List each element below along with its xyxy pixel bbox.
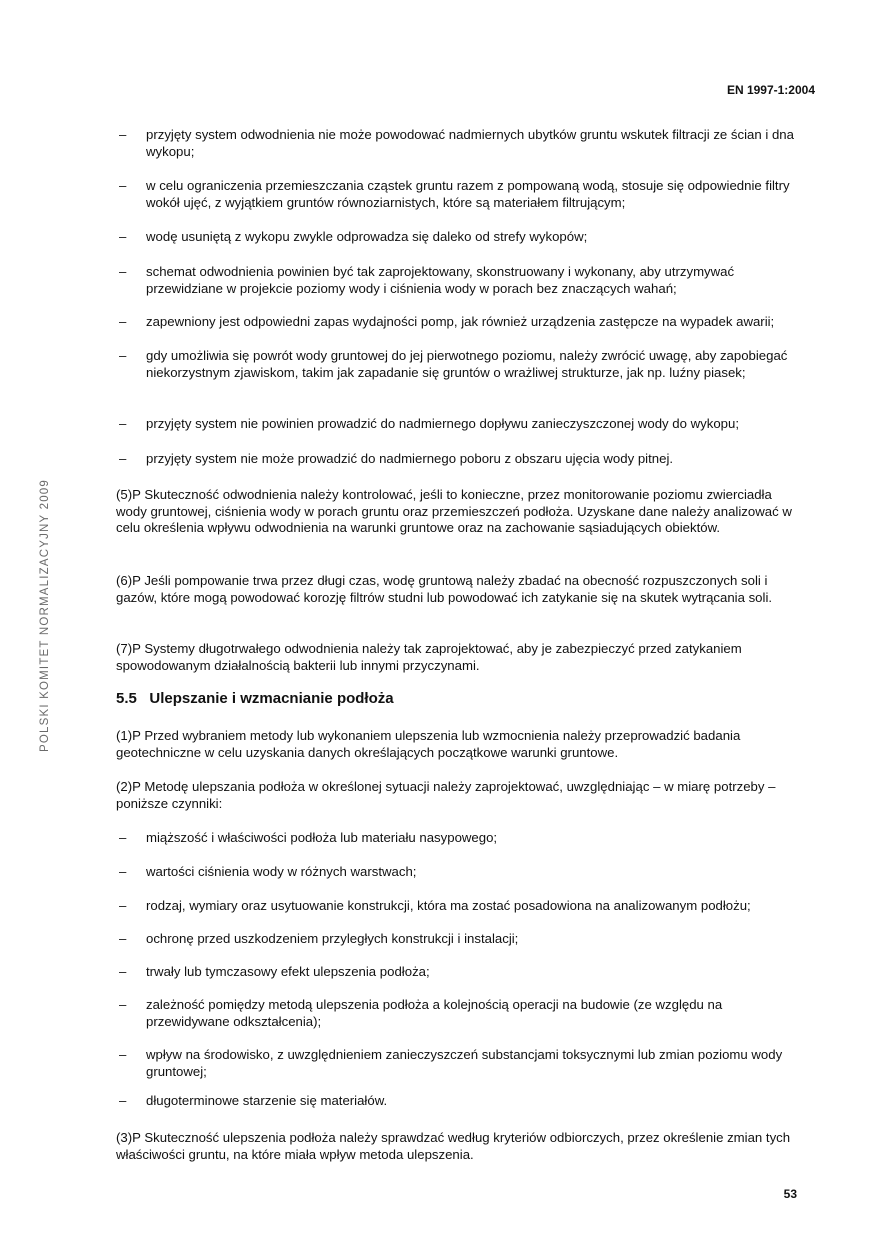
list-item-text: przyjęty system nie powinien prowadzić do nadmiernego dopływu zanieczyszczonej wody do wykopu; [146, 416, 740, 431]
page-number: 53 [783, 1187, 797, 1201]
list-item-text: w celu ograniczenia przemieszczania cząstek gruntu razem z pompowaną wodą, stosuje się odpowiednie filtry wokół ujęć, z wyjątkiem gruntów równoziarnistych, które są materiałem filtrującym; [146, 178, 790, 210]
list-item-text: wpływ na środowisko, z uwzględnieniem zanieczyszczeń substancjami toksycznymi lub zmian poziomu wody gruntowej; [146, 1047, 783, 1079]
bullet-dash: – [119, 314, 127, 329]
list-item [119, 451, 809, 468]
section-heading [116, 691, 394, 708]
list-item-text: przyjęty system odwodnienia nie może powodować nadmiernych ubytków gruntu wskutek filtracji ze ścian i dna wykopu; [146, 127, 794, 159]
bullet-dash: – [119, 416, 127, 431]
list-item [119, 264, 809, 297]
bullet-dash: – [119, 931, 127, 946]
bullet-dash: – [119, 964, 127, 979]
list-item [119, 997, 809, 1030]
bullet-dash: – [119, 178, 127, 193]
list-item-text: wartości ciśnienia wody w różnych warstwach; [146, 864, 417, 879]
section-title: Ulepszanie i wzmacnianie podłoża [149, 690, 394, 707]
section-number: 5.5 [116, 690, 137, 707]
list-item [119, 416, 809, 433]
list-item-text: schemat odwodnienia powinien być tak zaprojektowany, skonstruowany i wykonany, aby utrzymywać przewidziane w projekcie poziomy wody i ciśnienia wody w porach bez znaczących wahań; [146, 264, 735, 296]
bullet-dash: – [119, 264, 127, 279]
list-item-text: gdy umożliwia się powrót wody gruntowej do jej pierwotnego poziomu, należy zwrócić uwagę, aby zapobiegać niekorzystnym zjawiskom, takim jak zapadanie się gruntów o wrażliwej strukturze, jak np. luźny piasek; [146, 348, 788, 380]
bullet-dash: – [119, 997, 127, 1012]
section-paragraph-2: (2)P Metodę ulepszania podłoża w określonej sytuacji należy zaprojektować, uwzględniając – w miarę potrzeby – poniższe czynniki: [116, 779, 776, 811]
watermark-text: POLSKI KOMITET NORMALIZACYJNY 2009 [39, 478, 51, 752]
list-item-text: ochronę przed uszkodzeniem przyległych konstrukcji i instalacji; [146, 931, 519, 946]
bullet-dash: – [119, 1047, 127, 1062]
bullet-dash: – [119, 898, 127, 913]
list-item [119, 931, 809, 948]
section-paragraph-1: (1)P Przed wybraniem metody lub wykonaniem ulepszenia lub wzmocnienia należy przeprowadzić badania geotechniczne w celu uzyskania danych określających początkowe warunki gruntowe. [116, 728, 741, 760]
list-item-text: rodzaj, wymiary oraz usytuowanie konstrukcji, która ma zostać posadowiona na analizowanym podłożu; [146, 898, 751, 913]
bullet-dash: – [119, 451, 127, 466]
list-item-text: miąższość i właściwości podłoża lub materiału nasypowego; [146, 830, 498, 845]
list-item [119, 178, 809, 211]
bullet-dash: – [119, 1093, 127, 1108]
list-item-text: wodę usuniętą z wykopu zwykle odprowadza się daleko od strefy wykopów; [146, 229, 588, 244]
list-item-text: przyjęty system nie może prowadzić do nadmiernego poboru z obszaru ujęcia wody pitnej. [146, 451, 674, 466]
list-item [119, 127, 809, 160]
list-item [119, 830, 809, 847]
paragraph-6: (6)P Jeśli pompowanie trwa przez długi czas, wodę gruntową należy zbadać na obecność rozpuszczonych soli i gazów, które mogą powodować korozję filtrów studni lub powodować ich zatykanie się na skutek wytrącania soli. [116, 573, 773, 605]
paragraph-5: (5)P Skuteczność odwodnienia należy kontrolować, jeśli to konieczne, przez monitorowanie poziomu zwierciadła wody gruntowej, ciśnienia wody w porach gruntu oraz przemieszczeń podłoża. Uzyskane dane należy analizować w celu określenia wpływu odwodnienia na warunki gruntowe oraz na zachowanie sąsiadujących obiektów. [116, 487, 792, 535]
list-item [119, 898, 809, 915]
bullet-dash: – [119, 348, 127, 363]
document-code: EN 1997-1:2004 [726, 83, 815, 97]
list-item [119, 1047, 809, 1080]
list-item-text: zapewniony jest odpowiedni zapas wydajności pomp, jak również urządzenia zastępcze na wypadek awarii; [146, 314, 775, 329]
list-item [119, 229, 809, 246]
list-item [119, 964, 809, 981]
list-item-text: trwały lub tymczasowy efekt ulepszenia podłoża; [146, 964, 430, 979]
bullet-dash: – [119, 229, 127, 244]
paragraph-7: (7)P Systemy długotrwałego odwodnienia należy tak zaprojektować, aby je zabezpieczyć przed zatykaniem spowodowanym działalnością bakterii lub innymi przyczynami. [116, 641, 742, 673]
bullet-dash: – [119, 830, 127, 845]
list-item [119, 864, 809, 881]
list-item [119, 314, 809, 331]
list-item [119, 1093, 809, 1110]
bullet-dash: – [119, 864, 127, 879]
list-item-text: długoterminowe starzenie się materiałów. [146, 1093, 388, 1108]
section-paragraph-3: (3)P Skuteczność ulepszenia podłoża należy sprawdzać według kryteriów odbiorczych, przez określenie zmian tych właściwości gruntu, na które miała wpływ metoda ulepszenia. [116, 1130, 791, 1162]
list-item [119, 348, 809, 381]
list-item-text: zależność pomiędzy metodą ulepszenia podłoża a kolejnością operacji na budowie (ze względu na przewidywane odkształcenia); [146, 997, 723, 1029]
bullet-dash: – [119, 127, 127, 142]
